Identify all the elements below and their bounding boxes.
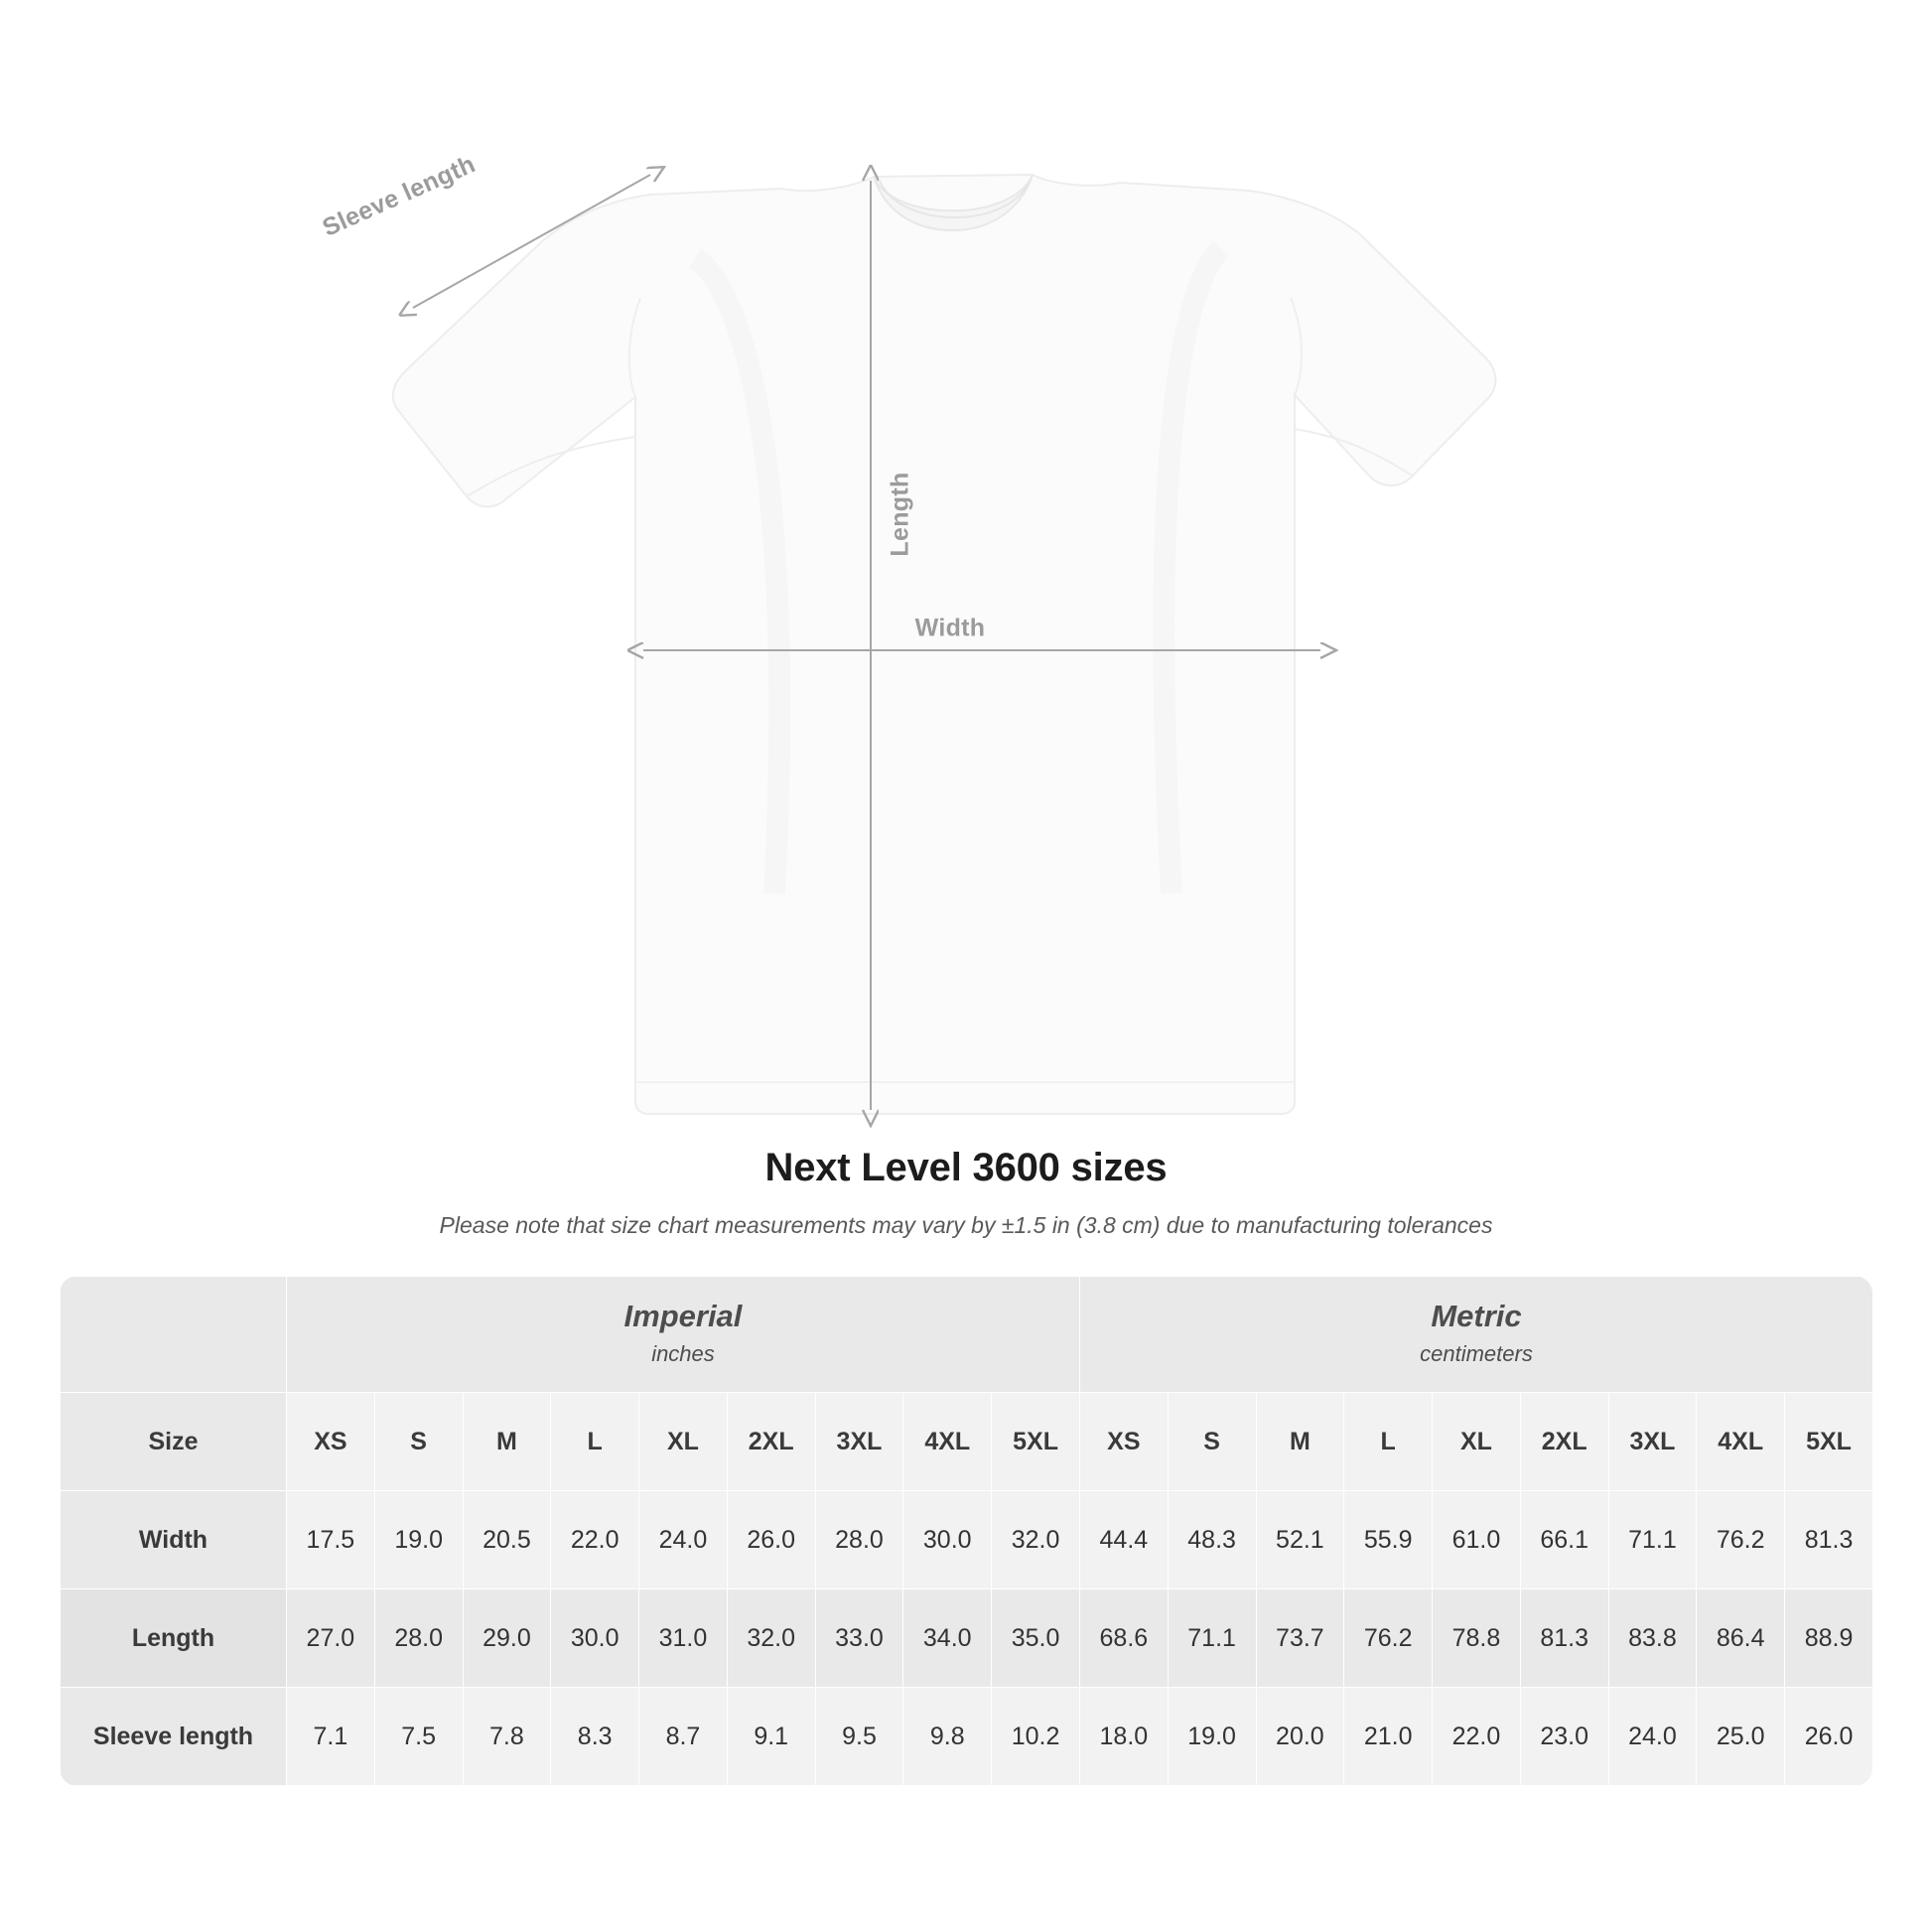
column-header: 4XL — [1697, 1393, 1785, 1491]
column-header: 2XL — [1520, 1393, 1608, 1491]
table-cell: 86.4 — [1697, 1589, 1785, 1688]
table-cell: 55.9 — [1344, 1491, 1433, 1589]
table-cell: 71.1 — [1168, 1589, 1256, 1688]
size-table-container — [60, 1276, 1872, 1786]
column-header-row — [61, 1393, 1873, 1491]
table-cell: 29.0 — [463, 1589, 551, 1688]
table-cell: 28.0 — [374, 1589, 463, 1688]
table-cell: 7.1 — [287, 1688, 375, 1786]
table-cell: 34.0 — [903, 1589, 992, 1688]
table-cell: 7.5 — [374, 1688, 463, 1786]
column-header: XL — [639, 1393, 728, 1491]
table-row — [61, 1589, 1873, 1688]
table-cell: 18.0 — [1079, 1688, 1168, 1786]
table-cell: 76.2 — [1697, 1491, 1785, 1589]
unit-group-imperial — [287, 1277, 1080, 1393]
table-cell: 52.1 — [1256, 1491, 1344, 1589]
table-cell: 20.0 — [1256, 1688, 1344, 1786]
row-label: Sleeve length — [61, 1688, 287, 1786]
table-cell: 19.0 — [374, 1491, 463, 1589]
table-cell: 22.0 — [551, 1491, 639, 1589]
table-cell: 30.0 — [903, 1491, 992, 1589]
row-label: Width — [61, 1491, 287, 1589]
unit-group-subtitle: inches — [651, 1340, 715, 1366]
table-cell: 33.0 — [815, 1589, 903, 1688]
table-cell: 10.2 — [992, 1688, 1080, 1786]
unit-group-metric — [1079, 1277, 1872, 1393]
table-cell: 78.8 — [1433, 1589, 1521, 1688]
table-cell: 83.8 — [1608, 1589, 1697, 1688]
size-table — [60, 1276, 1872, 1786]
table-cell: 48.3 — [1168, 1491, 1256, 1589]
table-cell: 44.4 — [1079, 1491, 1168, 1589]
page-subtitle: Please note that size chart measurements may vary by ±1.5 in (3.8 cm) due to manufacturing tolerances — [439, 1212, 1493, 1238]
table-cell: 24.0 — [1608, 1688, 1697, 1786]
table-cell: 22.0 — [1433, 1688, 1521, 1786]
table-cell: 32.0 — [727, 1589, 815, 1688]
unit-group-name: Imperial — [623, 1299, 743, 1334]
width-label: Width — [914, 614, 986, 642]
column-header: 5XL — [1785, 1393, 1872, 1491]
table-cell: 9.5 — [815, 1688, 903, 1786]
table-cell: 24.0 — [639, 1491, 728, 1589]
unit-group-subtitle: centimeters — [1420, 1340, 1533, 1366]
table-cell: 20.5 — [463, 1491, 551, 1589]
column-header: 3XL — [815, 1393, 903, 1491]
page-title: Next Level 3600 sizes — [764, 1146, 1168, 1189]
table-cell: 26.0 — [1785, 1688, 1872, 1786]
unit-header-row — [61, 1277, 1873, 1393]
table-cell: 27.0 — [287, 1589, 375, 1688]
size-row-header: Size — [61, 1393, 287, 1491]
table-cell: 7.8 — [463, 1688, 551, 1786]
unit-group-name: Metric — [1431, 1299, 1522, 1334]
column-header: S — [1168, 1393, 1256, 1491]
column-header: M — [1256, 1393, 1344, 1491]
column-header: S — [374, 1393, 463, 1491]
table-cell: 61.0 — [1433, 1491, 1521, 1589]
unit-header-spacer — [61, 1277, 287, 1393]
title-block — [0, 1146, 1932, 1239]
table-cell: 26.0 — [727, 1491, 815, 1589]
table-cell: 35.0 — [992, 1589, 1080, 1688]
table-cell: 23.0 — [1520, 1688, 1608, 1786]
table-cell: 8.7 — [639, 1688, 728, 1786]
row-label: Length — [61, 1589, 287, 1688]
table-cell: 32.0 — [992, 1491, 1080, 1589]
column-header: XL — [1433, 1393, 1521, 1491]
table-row — [61, 1688, 1873, 1786]
table-cell: 68.6 — [1079, 1589, 1168, 1688]
column-header: 2XL — [727, 1393, 815, 1491]
table-cell: 76.2 — [1344, 1589, 1433, 1688]
column-header: XS — [1079, 1393, 1168, 1491]
table-cell: 8.3 — [551, 1688, 639, 1786]
column-header: L — [1344, 1393, 1433, 1491]
length-label: Length — [886, 472, 914, 557]
table-cell: 21.0 — [1344, 1688, 1433, 1786]
column-header: 3XL — [1608, 1393, 1697, 1491]
table-cell: 73.7 — [1256, 1589, 1344, 1688]
table-cell: 71.1 — [1608, 1491, 1697, 1589]
table-cell: 88.9 — [1785, 1589, 1872, 1688]
table-cell: 19.0 — [1168, 1688, 1256, 1786]
column-header: 4XL — [903, 1393, 992, 1491]
tshirt-shape — [393, 175, 1496, 1114]
table-cell: 66.1 — [1520, 1491, 1608, 1589]
sleeve-length-label: Sleeve length — [318, 150, 480, 242]
table-row — [61, 1491, 1873, 1589]
column-header: L — [551, 1393, 639, 1491]
table-cell: 30.0 — [551, 1589, 639, 1688]
column-header: XS — [287, 1393, 375, 1491]
table-cell: 28.0 — [815, 1491, 903, 1589]
table-cell: 81.3 — [1785, 1491, 1872, 1589]
table-cell: 31.0 — [639, 1589, 728, 1688]
table-cell: 9.8 — [903, 1688, 992, 1786]
table-cell: 17.5 — [287, 1491, 375, 1589]
table-cell: 81.3 — [1520, 1589, 1608, 1688]
column-header: M — [463, 1393, 551, 1491]
column-header: 5XL — [992, 1393, 1080, 1491]
table-cell: 25.0 — [1697, 1688, 1785, 1786]
table-cell: 9.1 — [727, 1688, 815, 1786]
